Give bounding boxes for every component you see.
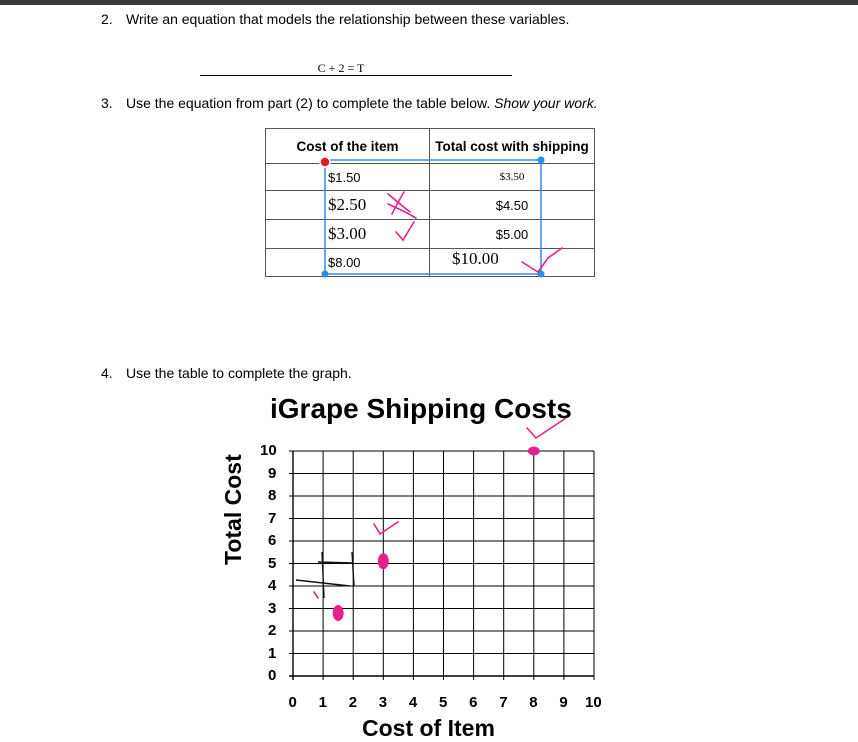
question-3-text-main: Use the equation from part (2) to complete the table below. — [126, 95, 491, 111]
selection-handle[interactable] — [538, 157, 545, 164]
x-axis-title: Cost of Item — [362, 715, 495, 741]
question-2-text: Write an equation that models the relationship between these variables. — [126, 11, 570, 27]
x-tick-label: 6 — [469, 694, 478, 711]
header-cost: Cost of the item — [266, 129, 430, 164]
ink-check-mark — [374, 522, 398, 534]
data-point — [528, 447, 540, 456]
header-total: Total cost with shipping — [430, 129, 595, 164]
data-point — [378, 553, 389, 569]
y-tick-label: 0 — [268, 667, 277, 684]
y-tick-label: 6 — [268, 532, 277, 549]
x-tick-label: 4 — [408, 694, 418, 711]
cell-total[interactable]: $3.50 — [430, 164, 595, 191]
question-3-number: 3. — [101, 95, 113, 111]
cell-total[interactable]: $4.50 — [430, 191, 595, 220]
ink-check-mark — [527, 418, 566, 438]
y-tick-label: 10 — [260, 442, 277, 459]
x-tick-label: 1 — [318, 694, 327, 711]
x-tick-label: 9 — [559, 694, 568, 711]
chart-grid — [289, 451, 594, 680]
cell-total[interactable]: $10.00 — [430, 249, 595, 277]
x-tick-label: 10 — [585, 694, 602, 711]
cell-cost[interactable]: $1.50 — [266, 164, 430, 191]
x-tick-label: 5 — [439, 694, 448, 711]
y-tick-label: 8 — [268, 487, 277, 504]
question-2-number: 2. — [101, 11, 113, 27]
data-point — [333, 605, 344, 621]
y-tick-label: 1 — [268, 644, 277, 662]
y-tick-label: 3 — [268, 599, 277, 617]
x-tick-label: 2 — [348, 694, 358, 711]
ink-tick-mark — [314, 592, 318, 598]
x-tick-label: 0 — [288, 694, 297, 711]
ink-marks — [314, 192, 566, 598]
ink-check-mark — [522, 248, 562, 272]
y-axis-title: Total Cost — [220, 454, 246, 565]
y-tick-label: 5 — [268, 554, 277, 572]
question-4-number: 4. — [101, 365, 113, 381]
cell-total[interactable]: $5.00 — [430, 220, 595, 249]
x-tick-label: 8 — [529, 694, 538, 711]
chart-points — [333, 447, 540, 622]
selection-handle-red[interactable] — [320, 157, 330, 167]
ink-check-mark — [396, 222, 414, 240]
question-4-text: Use the table to complete the graph. — [126, 365, 352, 381]
y-tick-label: 7 — [268, 509, 277, 527]
selection-handle[interactable] — [322, 271, 329, 278]
ink-black-lines — [296, 552, 354, 598]
y-tick-label: 9 — [268, 464, 277, 482]
cell-cost[interactable]: $8.00 — [266, 249, 430, 277]
y-tick-label: 2 — [268, 622, 277, 639]
x-tick-label: 7 — [499, 694, 508, 711]
ink-x-mark — [388, 192, 416, 218]
cell-cost[interactable]: $3.00 — [266, 220, 430, 249]
x-tick-label: 3 — [378, 694, 388, 711]
question-2-answer: C + 2 = T — [317, 61, 365, 75]
selection-box[interactable] — [325, 160, 541, 274]
question-3-text-emphasis: Show your work. — [494, 95, 598, 111]
y-tick-label: 4 — [268, 577, 277, 594]
chart-title: iGrape Shipping Costs — [270, 393, 572, 424]
cell-cost[interactable]: $2.50 — [266, 191, 430, 220]
